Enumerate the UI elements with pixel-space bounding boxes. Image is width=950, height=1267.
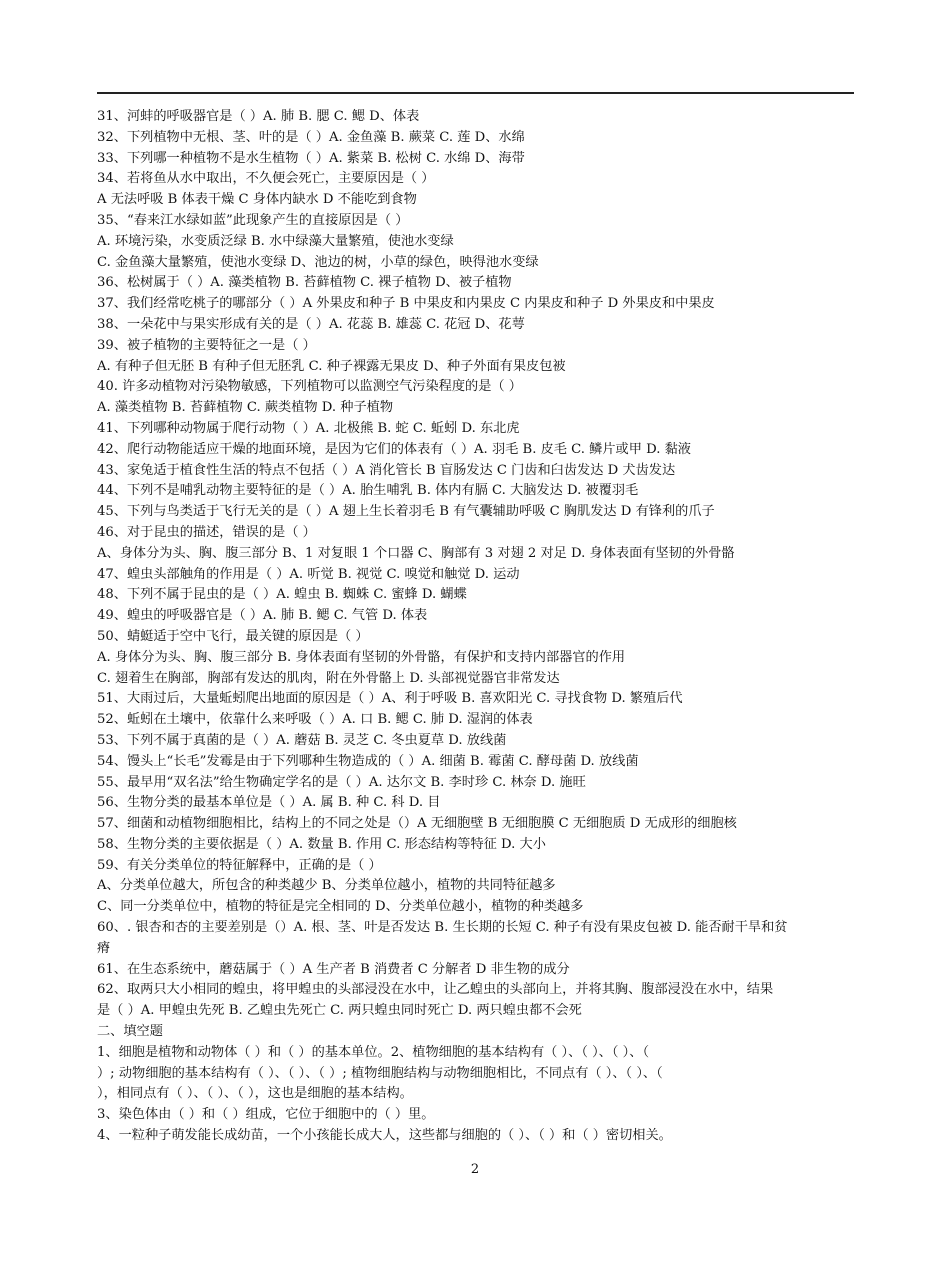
text-line: 58、生物分类的主要依据是（ ）A. 数量 B. 作用 C. 形态结构等特征 D. 大小 (97, 836, 546, 852)
text-line: 40. 许多动植物对污染物敏感，下列植物可以监测空气污染程度的是（ ） (97, 379, 522, 395)
text-line: C、同一分类单位中，植物的特征是完全相同的 D、分类单位越小，植物的种类越多 (97, 899, 584, 915)
text-line: 45、下列与鸟类适于飞行无关的是（ ）A 翅上生长着羽毛 B 有气囊辅助呼吸 C 胸肌发达 D 有锋利的爪子 (97, 504, 715, 520)
text-line: 61、在生态系统中，蘑菇属于（ ）A 生产者 B 消费者 C 分解者 D 非生物的成分 (97, 961, 570, 977)
text-line: 50、蜻蜓适于空中飞行，最关键的原因是（ ） (97, 628, 369, 644)
text-line: 47、蝗虫头部触角的作用是（ ）A. 听觉 B. 视觉 C. 嗅觉和触觉 D. 运动 (97, 566, 520, 582)
text-line: A. 身体分为头、胸、腹三部分 B. 身体表面有坚韧的外骨骼，有保护和支持内部器官的作用 (97, 649, 626, 665)
text-line: 46、对于昆虫的描述，错误的是（ ） (97, 524, 316, 540)
text-line: ）; 动物细胞的基本结构有（ ）、（ ）、（ ）; 植物细胞结构与动物细胞相比，不同点有（ ）、（ ）、（ (97, 1065, 663, 1081)
text-line: 59、有关分类单位的特征解释中，正确的是（ ） (97, 857, 382, 873)
text-line: A. 藻类植物 B. 苔藓植物 C. 蕨类植物 D. 种子植物 (97, 400, 394, 416)
text-line: A、身体分为头、胸、腹三部分 B、1 对复眼 1 个口器 C、胸部有 3 对翅 2 对足 D. 身体表面有坚韧的外骨骼 (97, 545, 735, 561)
text-line: 57、细菌和动植物细胞相比，结构上的不同之处是（）A 无细胞壁 B 无细胞膜 C 无细胞质 D 无成形的细胞核 (97, 816, 737, 832)
text-line: 51、大雨过后，大量蚯蚓爬出地面的原因是（ ）A、利于呼吸 B. 喜欢阳光 C. 寻找食物 D. 繁殖后代 (97, 691, 683, 707)
text-line: A. 环境污染，水变质泛绿 B. 水中绿藻大量繁殖，使池水变绿 (97, 233, 454, 249)
text-line: ），相同点有（ ）、（ ）、（ ），这也是细胞的基本结构。 (97, 1086, 413, 1102)
question-list (97, 107, 857, 1147)
text-line: 34、若将鱼从水中取出，不久便会死亡，主要原因是（ ） (97, 171, 435, 187)
text-line: C. 金鱼藻大量繁殖，使池水变绿 D、池边的树，小草的绿色，映得池水变绿 (97, 254, 539, 270)
text-line: 39、被子植物的主要特征之一是（ ） (97, 337, 316, 353)
text-line: 48、下列不属于昆虫的是（ ）A. 蝗虫 B. 蜘蛛 C. 蜜蜂 D. 蝴蝶 (97, 587, 467, 603)
text-line: 55、最早用“双名法”给生物确定学名的是（ ）A. 达尔文 B. 李时珍 C. 林奈 D. 施旺 (97, 774, 586, 790)
text-line: 56、生物分类的最基本单位是（ ）A. 属 B. 种 C. 科 D. 目 (97, 795, 441, 811)
header-rule (97, 92, 854, 94)
text-line: 44、下列不是哺乳动物主要特征的是（ ）A. 胎生哺乳 B. 体内有膈 C. 大脑发达 D. 被覆羽毛 (97, 483, 639, 499)
text-line: 35、“春来江水绿如蓝”此现象产生的直接原因是（ ） (97, 212, 409, 228)
text-line: 49、蝗虫的呼吸器官是（ ）A. 肺 B. 鳃 C. 气管 D. 体表 (97, 608, 428, 624)
text-line: 是（ ）A. 甲蝗虫先死 B. 乙蝗虫先死亡 C. 两只蝗虫同时死亡 D. 两只蝗虫都不会死 (97, 1003, 582, 1019)
text-line: 43、家兔适于植食性生活的特点不包括（ ）A 消化管长 B 盲肠发达 C 门齿和臼齿发达 D 犬齿发达 (97, 462, 676, 478)
text-line: 瘠 (97, 940, 111, 956)
text-line: C. 翅着生在胸部，胸部有发达的肌肉，附在外骨骼上 D. 头部视觉器官非常发达 (97, 670, 560, 686)
text-line: 60、. 银杏和杏的主要差别是（）A. 根、茎、叶是否发达 B. 生长期的长短 C. 种子有没有果皮包被 D. 能否耐干旱和贫 (97, 920, 788, 936)
text-line: 54、馒头上“长毛”发霉是由于下列哪种生物造成的（ ）A. 细菌 B. 霉菌 C. 酵母菌 D. 放线菌 (97, 753, 639, 769)
text-line: 42、爬行动物能适应干燥的地面环境，是因为它们的体表有（ ）A. 羽毛 B. 皮毛 C. 鳞片或甲 D. 黏液 (97, 441, 691, 457)
text-line: 38、一朵花中与果实形成有关的是（ ）A. 花蕊 B. 雄蕊 C. 花冠 D、花萼 (97, 316, 525, 332)
text-line: 52、蚯蚓在土壤中，依靠什么来呼吸（ ）A. 口 B. 鳃 C. 肺 D. 湿润的体表 (97, 712, 533, 728)
text-line: 1、细胞是植物和动物体（ ）和（ ）的基本单位。2、植物细胞的基本结构有（ ）、（ ）、（ ）、（ (97, 1044, 650, 1060)
text-line: 53、下列不属于真菌的是（ ）A. 蘑菇 B. 灵芝 C. 冬虫夏草 D. 放线菌 (97, 732, 507, 748)
text-line: 4、一粒种子萌发能长成幼苗，一个小孩能长成大人，这些都与细胞的（ ）、（ ）和（ ）密切相关。 (97, 1128, 672, 1144)
text-line: A、分类单位越大，所包含的种类越少 B、分类单位越小，植物的共同特征越多 (97, 878, 556, 894)
text-line: A 无法呼吸 B 体表干燥 C 身体内缺水 D 不能吃到食物 (97, 192, 417, 208)
text-line: 36、松树属于（ ）A. 藻类植物 B. 苔藓植物 C. 裸子植物 D、被子植物 (97, 275, 512, 291)
text-line: 33、下列哪一种植物不是水生植物（ ）A. 紫菜 B. 松树 C. 水绵 D、海带 (97, 150, 525, 166)
page-number: 2 (470, 1162, 480, 1177)
text-line: 32、下列植物中无根、茎、叶的是（ ）A. 金鱼藻 B. 蕨菜 C. 莲 D、水绵 (97, 129, 525, 145)
text-line: 62、取两只大小相同的蝗虫，将甲蝗虫的头部浸没在水中，让乙蝗虫的头部向上，并将其胸、腹部浸没在水中，结果 (97, 982, 774, 998)
text-line: 41、下列哪种动物属于爬行动物（ ）A. 北极熊 B. 蛇 C. 蚯蚓 D. 东北虎 (97, 420, 520, 436)
text-line: 二、填空题 (97, 1024, 163, 1040)
text-line: 37、我们经常吃桃子的哪部分（ ）A 外果皮和种子 B 中果皮和内果皮 C 内果皮和种子 D 外果皮和中果皮 (97, 296, 715, 312)
text-line: 3、染色体由（ ）和（ ）组成，它位于细胞中的（ ）里。 (97, 1107, 435, 1123)
text-line: 31、河蚌的呼吸器官是（ ）A. 肺 B. 腮 C. 鳃 D、体表 (97, 109, 420, 124)
text-line: A. 有种子但无胚 B 有种子但无胚乳 C. 种子裸露无果皮 D、种子外面有果皮包被 (97, 358, 566, 374)
